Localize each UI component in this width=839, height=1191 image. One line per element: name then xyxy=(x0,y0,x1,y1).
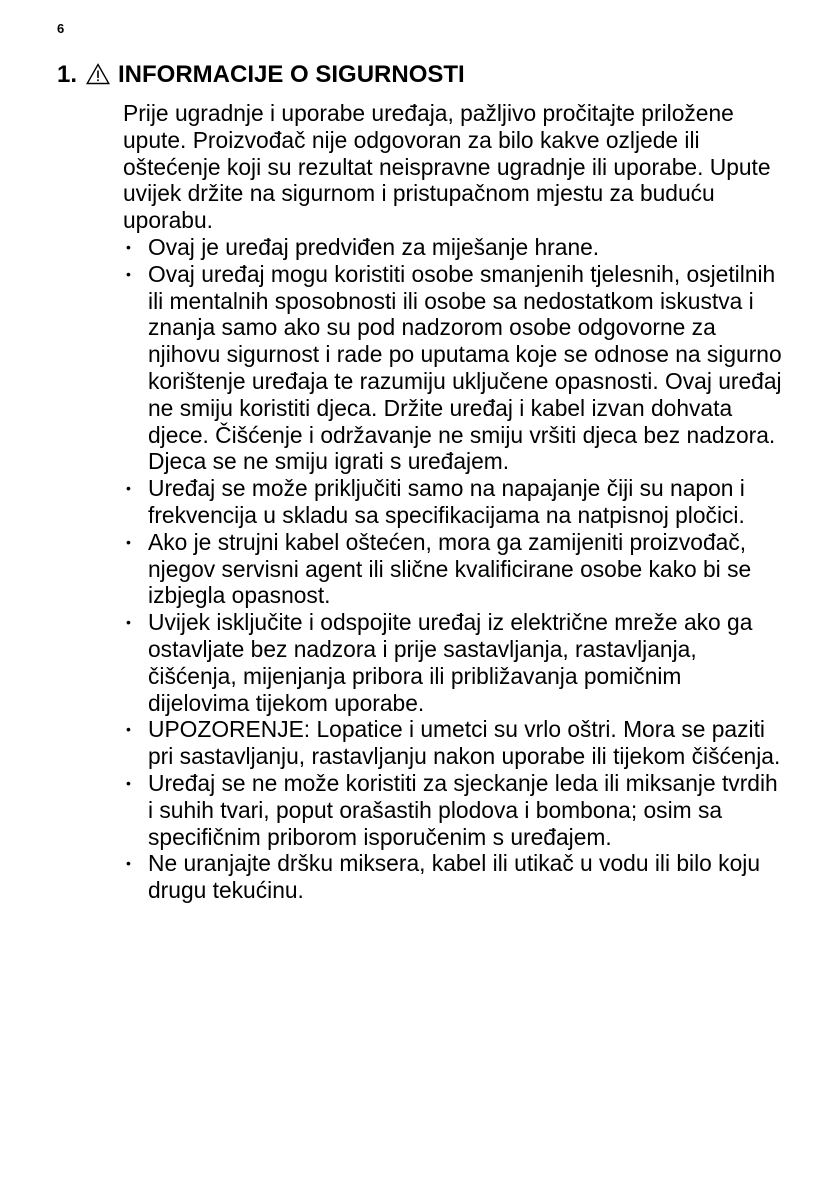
section-title: INFORMACIJE O SIGURNOSTI xyxy=(118,61,465,88)
section-number: 1. xyxy=(57,61,78,88)
list-item: • Ako je strujni kabel oštećen, mora ga zamijeniti proizvođač, njegov servisni agent ili slične kvalificirane osobe kako bi se izbjegla opasnost. xyxy=(123,529,783,609)
list-item: • UPOZORENJE: Lopatice i umetci su vrlo oštri. Mora se paziti pri sastavljanju, rastavljanju nakon uporabe ili tijekom čišćenja. xyxy=(123,716,783,770)
list-item: • Uređaj se može priključiti samo na napajanje čiji su napon i frekvencija u skladu sa specifikacijama na natpisnoj pločici. xyxy=(123,475,783,529)
warning-icon xyxy=(86,63,110,85)
intro-paragraph: Prije ugradnje i uporabe uređaja, pažljivo pročitajte priložene upute. Proizvođač nije odgovoran za bilo kakve ozljede ili oštećenje koji su rezultat neispravne ugradnje ili uporabe. Upute uvijek držite na sigurnom i pristupačnom mjestu za buduću uporabu. xyxy=(123,100,771,234)
list-item: • Ovaj uređaj mogu koristiti osobe smanjenih tjelesnih, osjetilnih ili mentalnih sposobnosti ili osobe sa nedostatkom iskustva i znanja samo ako su pod nadzorom osobe odgovorne za njihovu sigurnost i rade po uputama koje se odnose na sigurno korištenje uređaja te razumiju uključene opasnosti. Ovaj uređaj ne smiju koristiti djeca. Držite uređaj i kabel izvan dohvata djece. Čišćenje i održavanje ne smiju vršiti djeca bez nadzora. Djeca se ne smiju igrati s uređajem. xyxy=(123,261,783,475)
safety-content xyxy=(123,100,783,904)
section-heading xyxy=(57,60,465,90)
list-item: • Uvijek isključite i odspojite uređaj iz električne mreže ako ga ostavljate bez nadzora i prije sastavljanja, rastavljanja, čišćenja, mijenjanja pribora ili približavanja pomičnim dijelovima tijekom uporabe. xyxy=(123,609,783,716)
safety-bullet-list xyxy=(123,234,783,904)
list-item: • Uređaj se ne može koristiti za sjeckanje leda ili miksanje tvrdih i suhih tvari, poput orašastih plodova i bombona; osim sa specifičnim priborom isporučenim s uređajem. xyxy=(123,770,783,850)
list-item: • Ne uranjajte dršku miksera, kabel ili utikač u vodu ili bilo koju drugu tekućinu. xyxy=(123,850,783,904)
list-item: • Ovaj je uređaj predviđen za miješanje hrane. xyxy=(123,234,783,261)
page-number: 6 xyxy=(57,21,65,36)
